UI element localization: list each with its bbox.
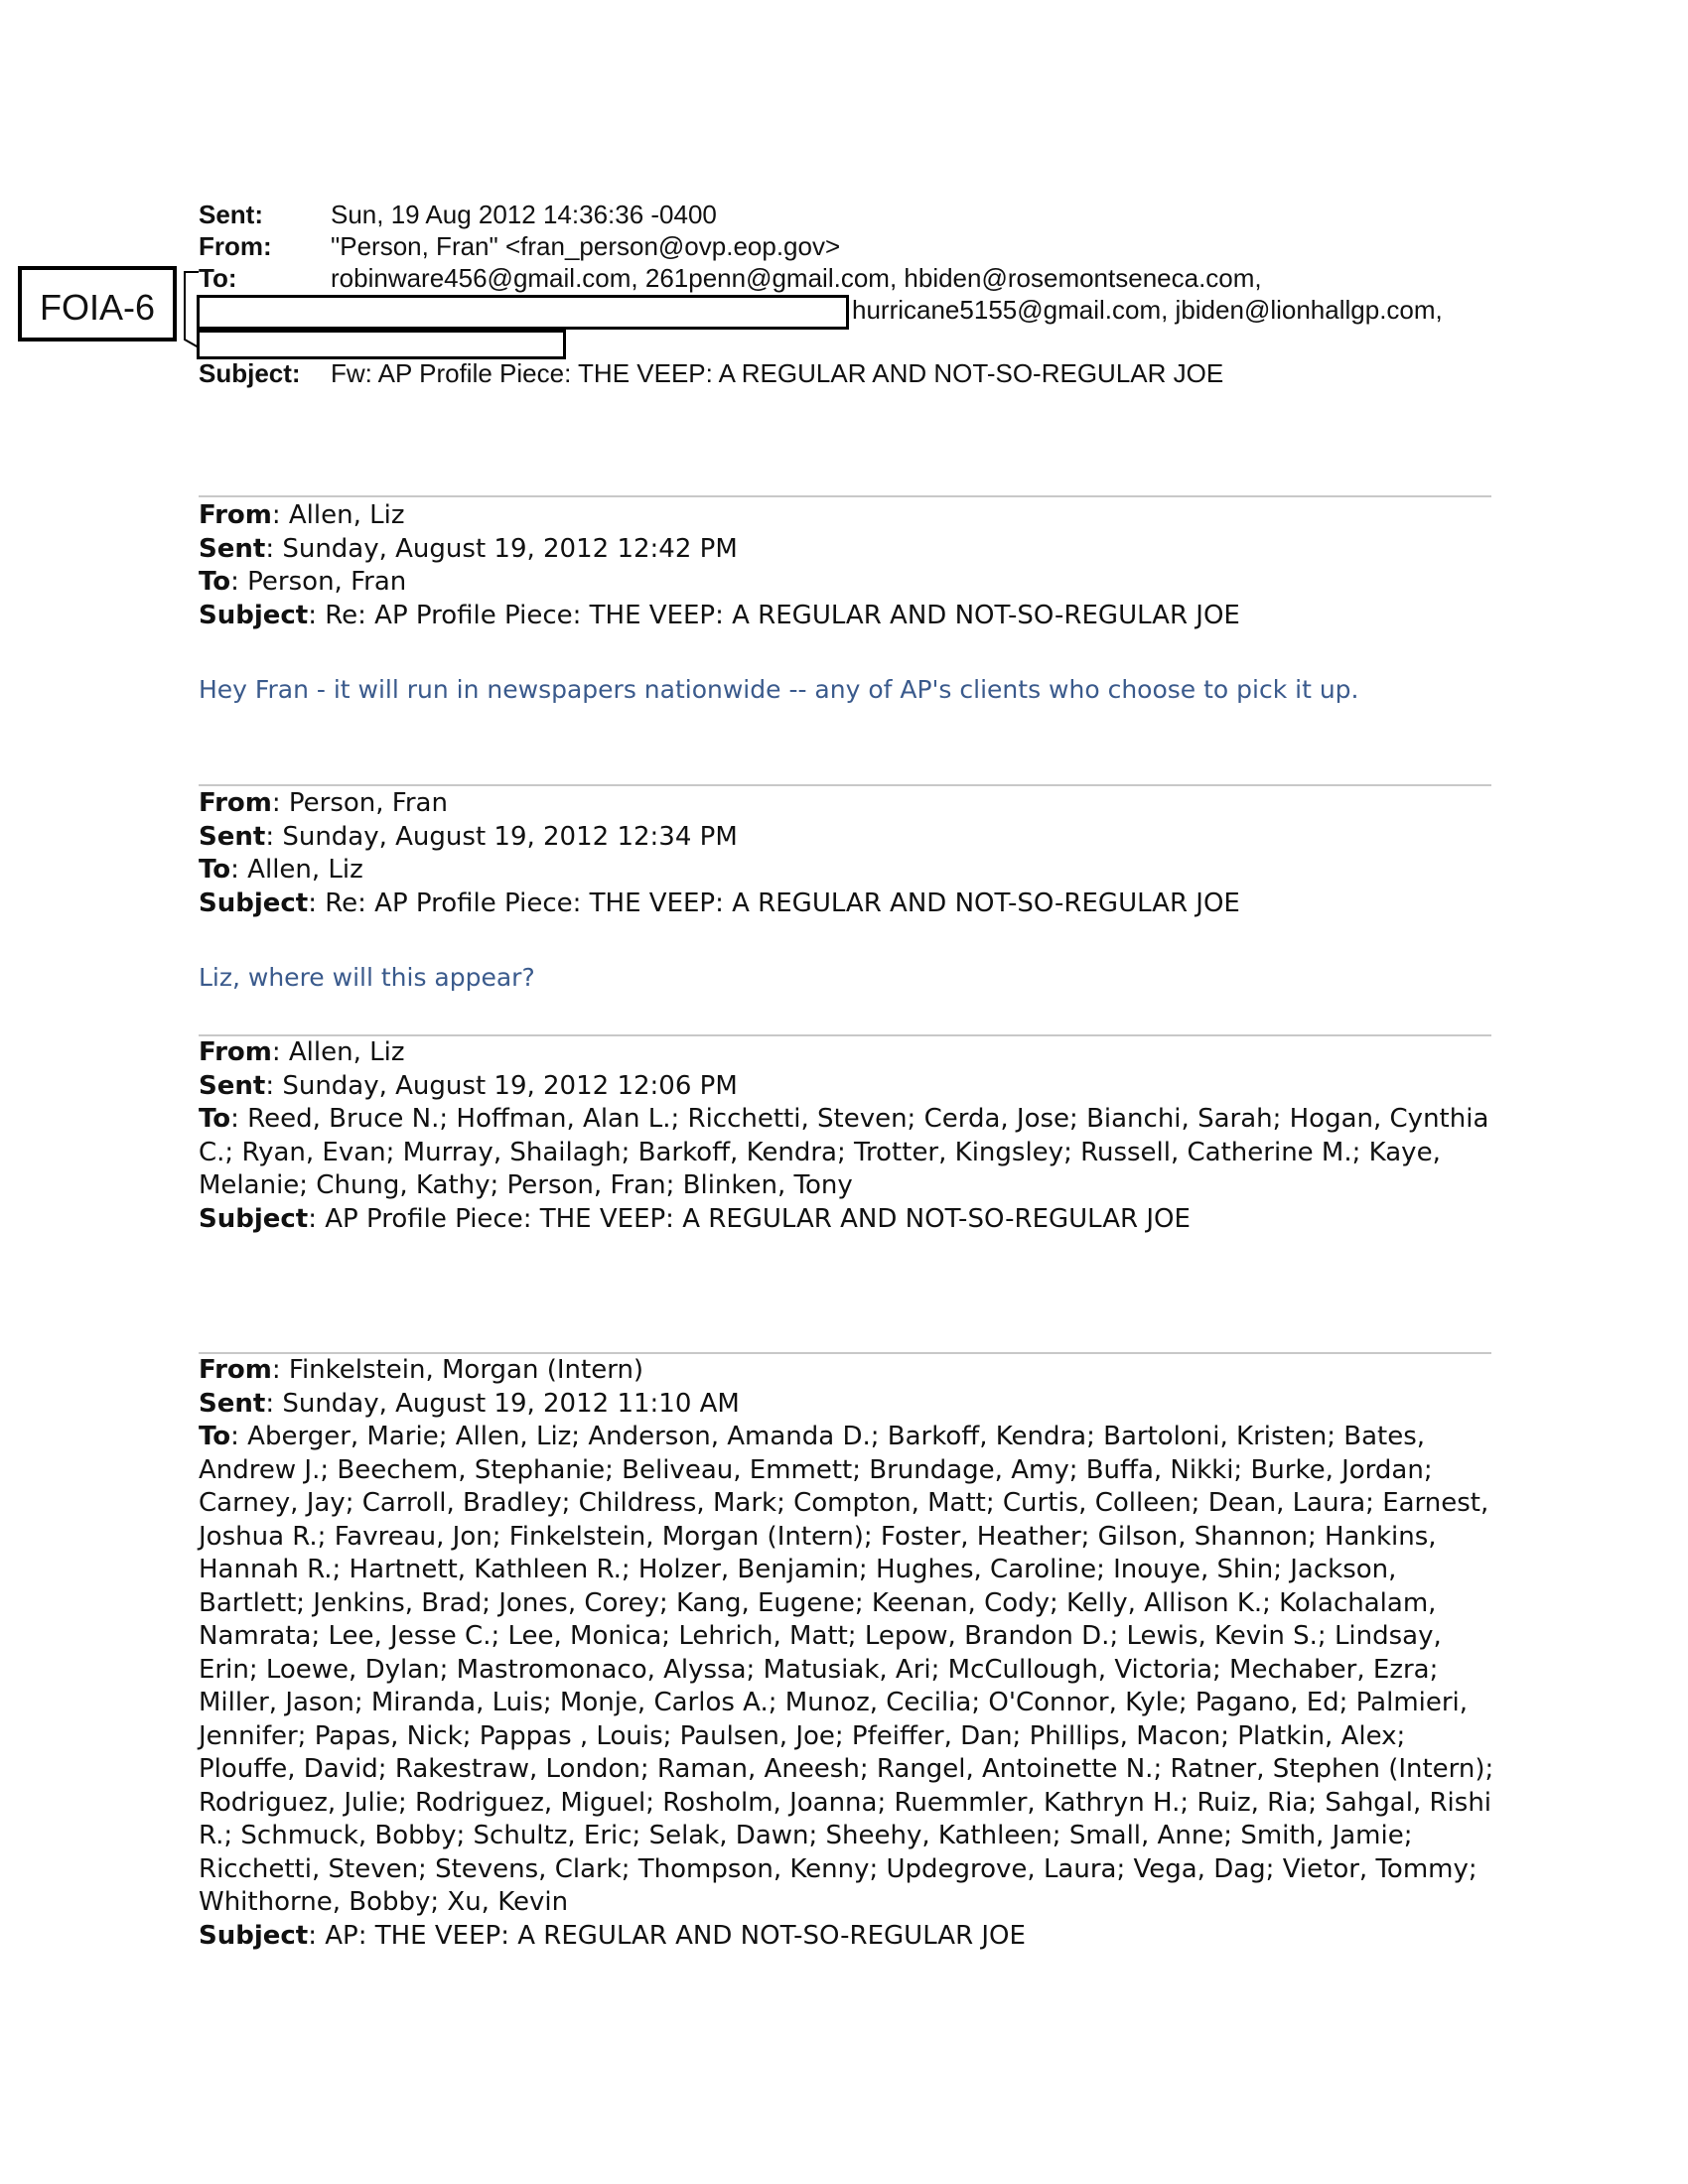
- message-body: Liz, where will this appear?: [199, 963, 535, 992]
- message-subject: Subject: Re: AP Profile Piece: THE VEEP: A REGULAR AND NOT-SO-REGULAR JOE: [199, 887, 1240, 918]
- header-from-label: From:: [199, 231, 272, 261]
- message-subject: Subject: Re: AP Profile Piece: THE VEEP: A REGULAR AND NOT-SO-REGULAR JOE: [199, 600, 1240, 630]
- header-sent-label: Sent:: [199, 200, 263, 229]
- message-sent: Sent: Sunday, August 19, 2012 12:06 PM: [199, 1070, 738, 1101]
- header-sent-value: Sun, 19 Aug 2012 14:36:36 -0400: [331, 200, 717, 229]
- message-header: [199, 1354, 1499, 1953]
- message-separator: [199, 495, 1491, 497]
- foia-badge: FOIA-6: [18, 266, 177, 341]
- header-subject-value: Fw: AP Profile Piece: THE VEEP: A REGULAR AND NOT-SO-REGULAR JOE: [331, 358, 1224, 388]
- message-sent: Sent: Sunday, August 19, 2012 12:34 PM: [199, 821, 738, 852]
- header-to-line2: hurricane5155@gmail.com, jbiden@lionhallgp.com,: [852, 295, 1443, 325]
- message-to: To: Allen, Liz: [199, 855, 363, 885]
- header-to-label: To:: [199, 263, 237, 293]
- bracket-connector: [177, 270, 201, 349]
- message-subject: Subject: AP Profile Piece: THE VEEP: A REGULAR AND NOT-SO-REGULAR JOE: [199, 1203, 1191, 1234]
- message-body: Hey Fran - it will run in newspapers nationwide -- any of AP's clients who choose to pick it up.: [199, 675, 1359, 704]
- message-separator: [199, 784, 1491, 786]
- message-header: [199, 787, 1499, 920]
- redaction-box: [197, 295, 849, 330]
- redaction-box: [197, 330, 566, 359]
- message-to: To: Aberger, Marie; Allen, Liz; Anderson, Amanda D.; Barkoff, Kendra; Bartoloni, Kristen; Bates, Andrew J.; Beechem, Stephanie; Beliveau, Emmett; Brundage, Amy; Buffa, Nikki; Burke, Jordan; Carney, Jay; Carroll, Bradley; Childress, Mark; Compton, Matt; Curtis, Colleen; Dean, Laura; Earnest, Joshua R.; Favreau, Jon; Finkelstein, Morgan (Intern); Foster, Heather; Gilson, Shannon; Hankins, Hannah R.; Hartnett, Kathleen R.; Holzer, Benjamin; Hughes, Caroline; Inouye, Shin; Jackson, Bartlett; Jenkins, Brad; Jones, Corey; Kang, Eugene; Keenan, Cody; Kelly, Allison K.; Kolachalam, Namrata; Lee, Jesse C.; Lee, Monica; Lehrich, Matt; Lepow, Brandon D.; Lewis, Kevin S.; Lindsay, Erin; Loewe, Dylan; Mastromonaco, Alyssa; Matusiak, Ari; McCullough, Victoria; Mechaber, Ezra; Miller, Jason; Miranda, Luis; Monje, Carlos A.; Munoz, Cecilia; O'Connor, Kyle; Pagano, Ed; Palmieri, Jennifer; Papas, Nick; Pappas , Louis; Paulsen, Joe; Pfeiffer, Dan; Phillips, Macon; Platkin, Alex; Plouffe, David; Rakestraw, London; Raman, Aneesh; Rangel, Antoinette N.; Ratner, Stephen (Intern); Rodriguez, Julie; Rodriguez, Miguel; Rosholm, Joanna; Ruemmler, Kathryn H.; Ruiz, Ria; Sahgal, Rishi R.; Schmuck, Bobby; Schultz, Eric; Selak, Dawn; Sheehy, Kathleen; Small, Anne; Smith, Jamie; Ricchetti, Steven; Stevens, Clark; Thompson, Kenny; Updegrove, Laura; Vega, Dag; Vietor, Tommy; Whithorne, Bobby; Xu, Kevin: [199, 1422, 1494, 1917]
- message-header: [199, 1036, 1499, 1236]
- message-sent: Sent: Sunday, August 19, 2012 12:42 PM: [199, 533, 738, 564]
- message-to: To: Reed, Bruce N.; Hoffman, Alan L.; Ricchetti, Steven; Cerda, Jose; Bianchi, Sarah; Hogan, Cynthia C.; Ryan, Evan; Murray, Shailagh; Barkoff, Kendra; Trotter, Kingsley; Russell, Catherine M.; Kaye, Melanie; Chung, Kathy; Person, Fran; Blinken, Tony: [199, 1104, 1489, 1200]
- message-to: To: Person, Fran: [199, 567, 407, 597]
- message-header: [199, 499, 1499, 632]
- message-from: From: Person, Fran: [199, 788, 448, 818]
- message-subject: Subject: AP: THE VEEP: A REGULAR AND NOT-SO-REGULAR JOE: [199, 1920, 1026, 1951]
- message-from: From: Finkelstein, Morgan (Intern): [199, 1355, 644, 1385]
- header-subject-label: Subject:: [199, 358, 301, 388]
- message-sent: Sent: Sunday, August 19, 2012 11:10 AM: [199, 1388, 740, 1419]
- header-to-line1: robinware456@gmail.com, 261penn@gmail.com, hbiden@rosemontseneca.com,: [331, 263, 1262, 293]
- message-from: From: Allen, Liz: [199, 500, 405, 530]
- header-from-value: "Person, Fran" <fran_person@ovp.eop.gov>: [331, 231, 841, 261]
- message-from: From: Allen, Liz: [199, 1037, 405, 1067]
